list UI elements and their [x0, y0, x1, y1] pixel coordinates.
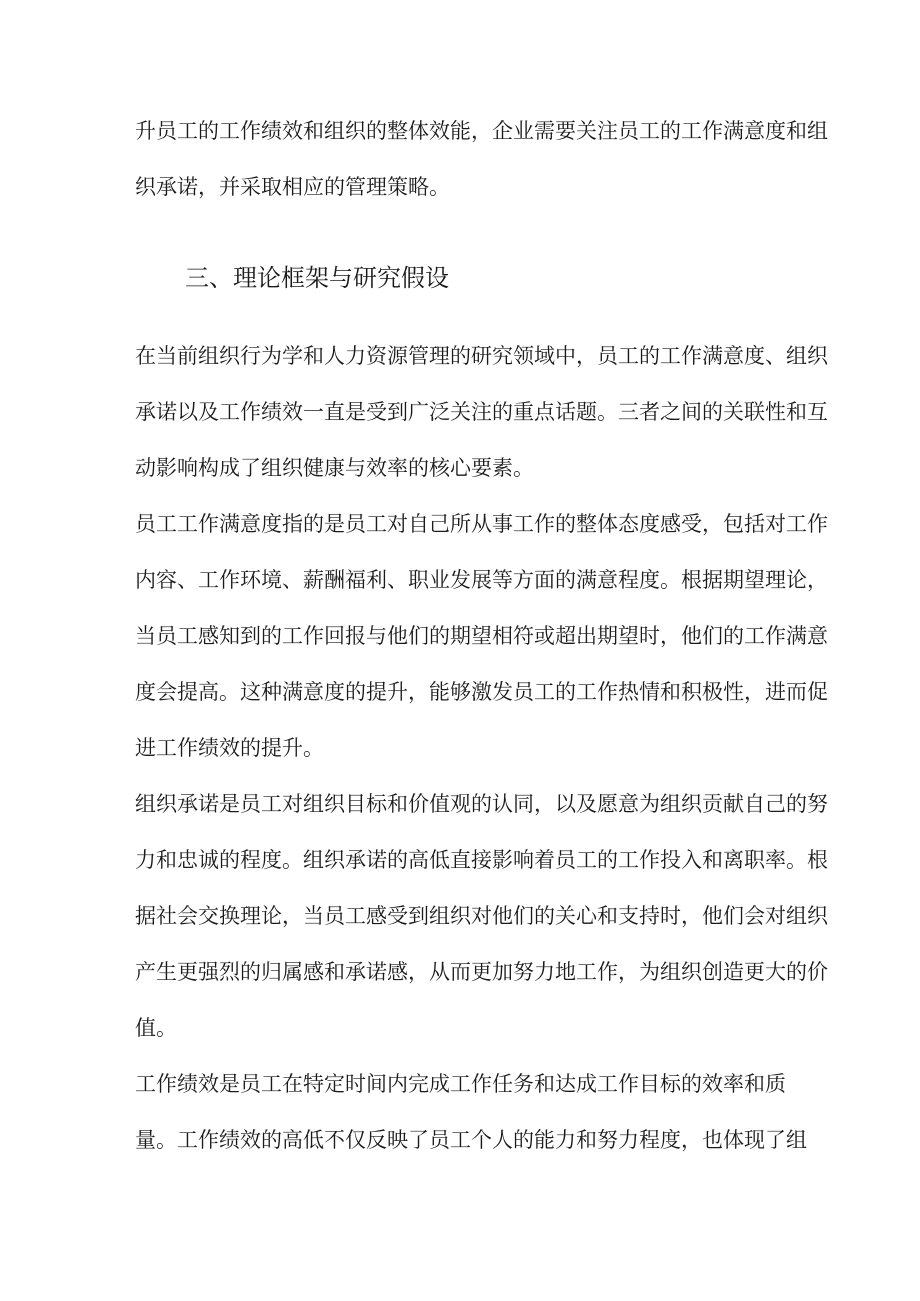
text-line: 值。	[135, 1016, 177, 1040]
section-heading: 三、理论框架与研究假设	[185, 264, 449, 292]
paragraph	[135, 496, 828, 776]
text-line: 组织承诺是员工对组织目标和价值观的认同，以及愿意为组织贡献自己的努	[135, 792, 828, 816]
document-page	[135, 103, 828, 1168]
text-line: 动影响构成了组织健康与效率的核心要素。	[135, 456, 534, 480]
text-line: 力和忠诚的程度。组织承诺的高低直接影响着员工的工作投入和离职率。根	[135, 848, 828, 872]
text-line: 织承诺，并采取相应的管理策略。	[135, 175, 450, 199]
text-line: 当员工感知到的工作回报与他们的期望相符或超出期望时，他们的工作满意	[135, 624, 828, 648]
text-line: 产生更强烈的归属感和承诺感，从而更加努力地工作，为组织创造更大的价	[135, 960, 828, 984]
text-line: 度会提高。这种满意度的提升，能够激发员工的工作热情和积极性，进而促	[135, 680, 828, 704]
text-line: 员工工作满意度指的是员工对自己所从事工作的整体态度感受，包括对工作	[135, 512, 828, 536]
text-line: 量。工作绩效的高低不仅反映了员工个人的能力和努力程度，也体现了组	[135, 1128, 807, 1152]
text-line: 在当前组织行为学和人力资源管理的研究领域中，员工的工作满意度、组织	[135, 344, 828, 368]
text-line: 工作绩效是员工在特定时间内完成工作任务和达成工作目标的效率和质	[135, 1072, 786, 1096]
text-line: 据社会交换理论，当员工感受到组织对他们的关心和支持时，他们会对组织	[135, 904, 828, 928]
paragraph	[135, 1056, 807, 1168]
paragraph	[135, 328, 828, 496]
paragraph	[135, 776, 828, 1056]
text-line: 升员工的工作绩效和组织的整体效能，企业需要关注员工的工作满意度和组	[135, 119, 828, 143]
intro-paragraph	[135, 103, 828, 215]
text-line: 进工作绩效的提升。	[135, 736, 324, 760]
text-line: 内容、工作环境、薪酬福利、职业发展等方面的满意程度。根据期望理论，	[135, 568, 828, 592]
text-line: 承诺以及工作绩效一直是受到广泛关注的重点话题。三者之间的关联性和互	[135, 400, 828, 424]
